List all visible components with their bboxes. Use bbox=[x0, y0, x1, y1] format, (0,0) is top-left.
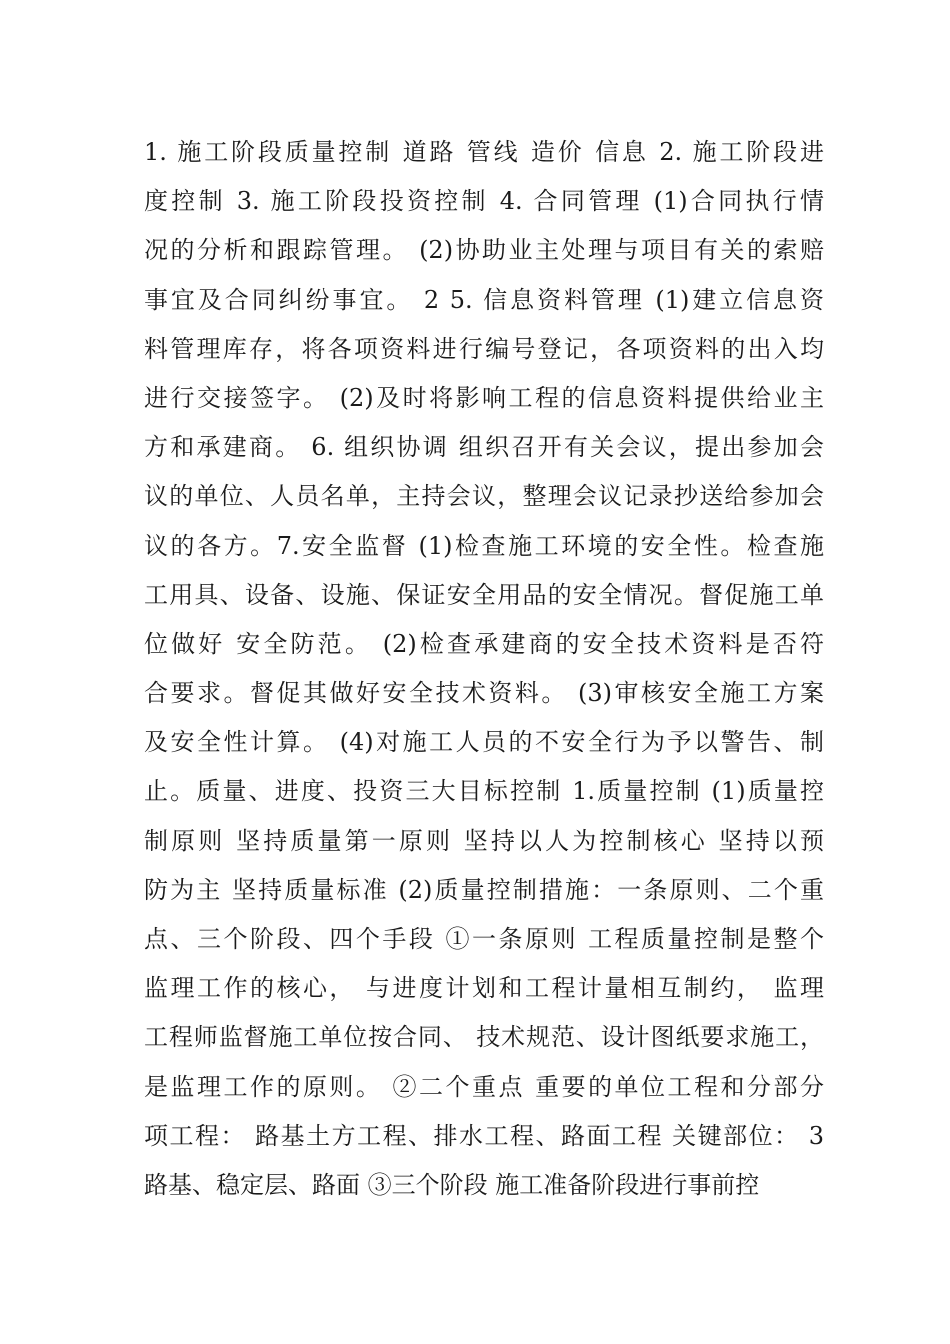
text-line-16: 防为主 坚持质量标准 (2)质量控制措施：一条原则、二个重 bbox=[144, 875, 824, 904]
text-line-21: 项工程： 路基土方工程、排水工程、路面工程 关键部位： 3 bbox=[144, 1121, 824, 1150]
text-line-8: 议的单位、人员名单，主持会议，整理会议记录抄送给参加会 bbox=[144, 482, 824, 511]
text-line-3: 况的分析和跟踪管理。 (2)协助业主处理与项目有关的索赔 bbox=[144, 236, 824, 265]
text-line-13: 及安全性计算。 (4)对施工人员的不安全行为予以警告、制 bbox=[144, 728, 824, 757]
text-line-19: 工程师监督施工单位按合同、 技术规范、设计图纸要求施工， bbox=[144, 1023, 824, 1052]
text-line-7: 方和承建商。 6. 组织协调 组织召开有关会议，提出参加会 bbox=[144, 433, 824, 462]
text-line-22: 路基、稳定层、路面 ③三个阶段 施工准备阶段进行事前控 bbox=[144, 1170, 760, 1199]
text-line-4: 事宜及合同纠纷事宜。 2 5. 信息资料管理 (1)建立信息资 bbox=[144, 285, 824, 314]
text-line-11: 位做好 安全防范。 (2)检查承建商的安全技术资料是否符 bbox=[144, 629, 824, 658]
text-line-17: 点、三个阶段、四个手段 ①一条原则 工程质量控制是整个 bbox=[144, 925, 824, 953]
text-line-6: 进行交接签字。 (2)及时将影响工程的信息资料提供给业主 bbox=[144, 383, 824, 412]
text-line-14: 止。质量、进度、投资三大目标控制 1.质量控制 (1)质量控 bbox=[144, 777, 824, 806]
text-line-9: 议的各方。7.安全监督 (1)检查施工环境的安全性。检查施 bbox=[144, 531, 824, 560]
text-line-2: 度控制 3. 施工阶段投资控制 4. 合同管理 (1)合同执行情 bbox=[144, 187, 824, 216]
text-line-12: 合要求。督促其做好安全技术资料。 (3)审核安全施工方案 bbox=[144, 679, 824, 708]
text-line-1: 1. 施工阶段质量控制 道路 管线 造价 信息 2. 施工阶段进 bbox=[144, 138, 824, 166]
text-line-18: 监理工作的核心， 与进度计划和工程计量相互制约， 监理 bbox=[144, 974, 824, 1003]
text-line-10: 工用具、设备、设施、保证安全用品的安全情况。督促施工单 bbox=[144, 580, 824, 609]
text-line-15: 制原则 坚持质量第一原则 坚持以人为控制核心 坚持以预 bbox=[144, 826, 824, 855]
text-line-5: 料管理库存，将各项资料进行编号登记，各项资料的出入均 bbox=[144, 334, 824, 363]
text-line-20: 是监理工作的原则。 ②二个重点 重要的单位工程和分部分 bbox=[144, 1072, 824, 1101]
body-text bbox=[144, 128, 824, 1210]
